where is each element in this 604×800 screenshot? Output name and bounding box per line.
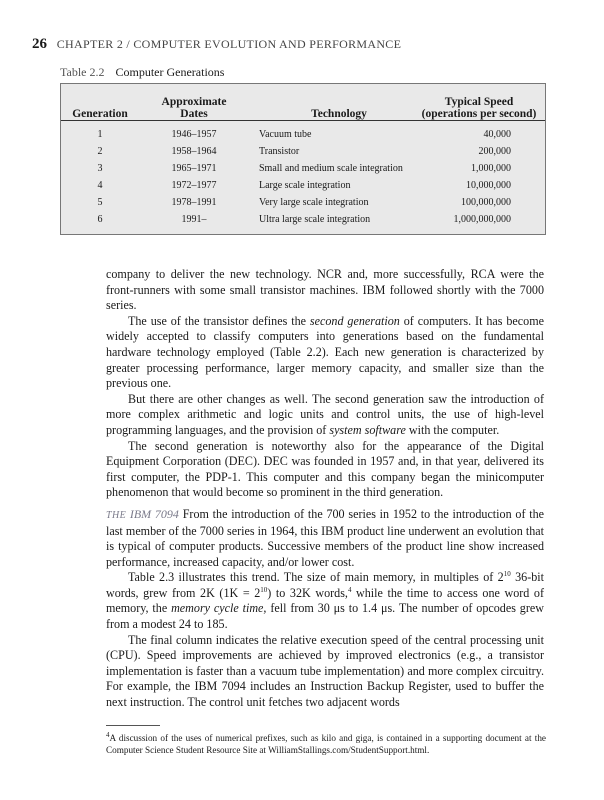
table-row (61, 177, 545, 194)
chapter-title: CHAPTER 2 / COMPUTER EVOLUTION AND PERFORMANCE (56, 37, 402, 51)
cell-gen: 2 (97, 145, 103, 157)
cell-tech: Very large scale integration (259, 196, 369, 208)
col-speed (419, 84, 545, 120)
cell-gen: 5 (97, 196, 103, 208)
body-text (106, 267, 544, 711)
table-row (61, 211, 545, 228)
footnote (106, 730, 546, 756)
paragraph: But there are other changes as well. The second generation saw the introduction of more complex arithmetic and logic units and control units, the use of high-level programming languages, and the provision of system software with the computer. (106, 391, 544, 437)
cell-dates: 1965–1971 (171, 162, 217, 174)
cell-gen: 4 (97, 179, 103, 191)
cell-tech: Ultra large scale integration (259, 213, 371, 225)
cell-tech: Small and medium scale integration (259, 162, 403, 174)
table-row (61, 194, 545, 211)
cell-dates: 1958–1964 (171, 145, 217, 157)
col-technology: Technology (311, 107, 367, 120)
cell-dates: 1972–1977 (171, 179, 217, 191)
cell-dates: 1946–1957 (171, 128, 217, 140)
col-dates-line2: Dates (180, 107, 208, 120)
paragraph: THE IBM 7094 From the introduction of the 700 series in 1952 to the introduction of the last member of the 7000 series in 1964, this IBM product line underwent an evolution that is typical of computer products. Successive members of the product line show increased performance, increased capacity, and/or lower cost. (106, 506, 545, 569)
cell-tech: Large scale integration (259, 179, 351, 191)
col-speed-line1: Typical Speed (444, 95, 514, 108)
paragraph: The second generation is noteworthy also for the appearance of the Digital Equipment Corporation (DEC). DEC was founded in 1957 and, in that year, delivered its first computer, the PDP-1. This computer and this company began the minicomputer phenomenon that would become so prominent in the third generation. (106, 438, 544, 500)
cell-speed: 10,000,000 (466, 179, 511, 191)
paragraph: company to deliver the new technology. NCR and, more successfully, RCA were the front-runners with some small transistor machines. IBM followed shortly with the 7000 series. (106, 267, 544, 313)
cell-speed: 1,000,000,000 (453, 213, 511, 225)
cell-tech: Transistor (259, 145, 300, 157)
table-row (61, 126, 545, 143)
cell-speed: 200,000 (478, 145, 511, 157)
page-number: 26 (32, 36, 47, 52)
cell-speed: 100,000,000 (461, 196, 511, 208)
paragraph: The final column indicates the relative execution speed of the central processing unit (CPU). Speed improvements are achieved by improved electronics (e.g., a transistor implementation is faster than a vacuum tube implementation) and more complex circuitry. For example, the IBM 7094 includes an Instruction Backup Register, used to buffer the next instruction. The control unit fetches two adjacent words (106, 632, 544, 710)
footnote-mark: 4 (106, 730, 110, 739)
cell-speed: 1,000,000 (471, 162, 511, 174)
footnote-ref: 4 (347, 585, 352, 594)
page-header (32, 36, 401, 53)
section-runin-heading: THE IBM 7094 (106, 506, 179, 521)
cell-speed: 40,000 (483, 128, 511, 140)
table-label: Table 2.2 (60, 65, 105, 79)
table-row (61, 160, 545, 177)
cell-dates: 1978–1991 (171, 196, 217, 208)
table-row (61, 143, 545, 160)
cell-tech: Vacuum tube (259, 128, 312, 140)
cell-gen: 6 (97, 213, 103, 225)
col-dates-line1: Approximate (161, 95, 227, 108)
footnote-text: A discussion of the uses of numerical prefixes, such as kilo and giga, is contained in a supporting document at the Computer Science Student Resource Site at WilliamStallings.com/StudentSupport.html. (106, 733, 546, 755)
generations-table (60, 83, 546, 235)
paragraph: The use of the transistor defines the second generation of computers. It has become widely accepted to classify computers into generations based on the fundamental hardware technology employed (Table 2.2). Each new generation is characterized by greater processing performance, larger memory capacity, and smaller size than the previous one. (106, 313, 544, 391)
cell-gen: 3 (97, 162, 103, 174)
table-title: Computer Generations (115, 65, 225, 79)
paragraph: Table 2.3 illustrates this trend. The size of main memory, in multiples of $2^{10}$ 36-bit words, grew from 2K $(1K = 2^{10})$ to 32K words,$^4$ while the time to access one word of memory, the memory cycle time, fell from 30 μs to 1.4 μs. The number of opcodes grew from a modest 24 to 185. (106, 570, 545, 632)
col-dates (139, 84, 249, 120)
footnote-rule (106, 725, 160, 726)
cell-gen: 1 (97, 128, 103, 140)
col-speed-line2: (operations per second) (421, 107, 537, 120)
cell-dates: 1991– (181, 213, 207, 225)
table-caption (60, 65, 224, 80)
col-generation: Generation (72, 107, 128, 120)
